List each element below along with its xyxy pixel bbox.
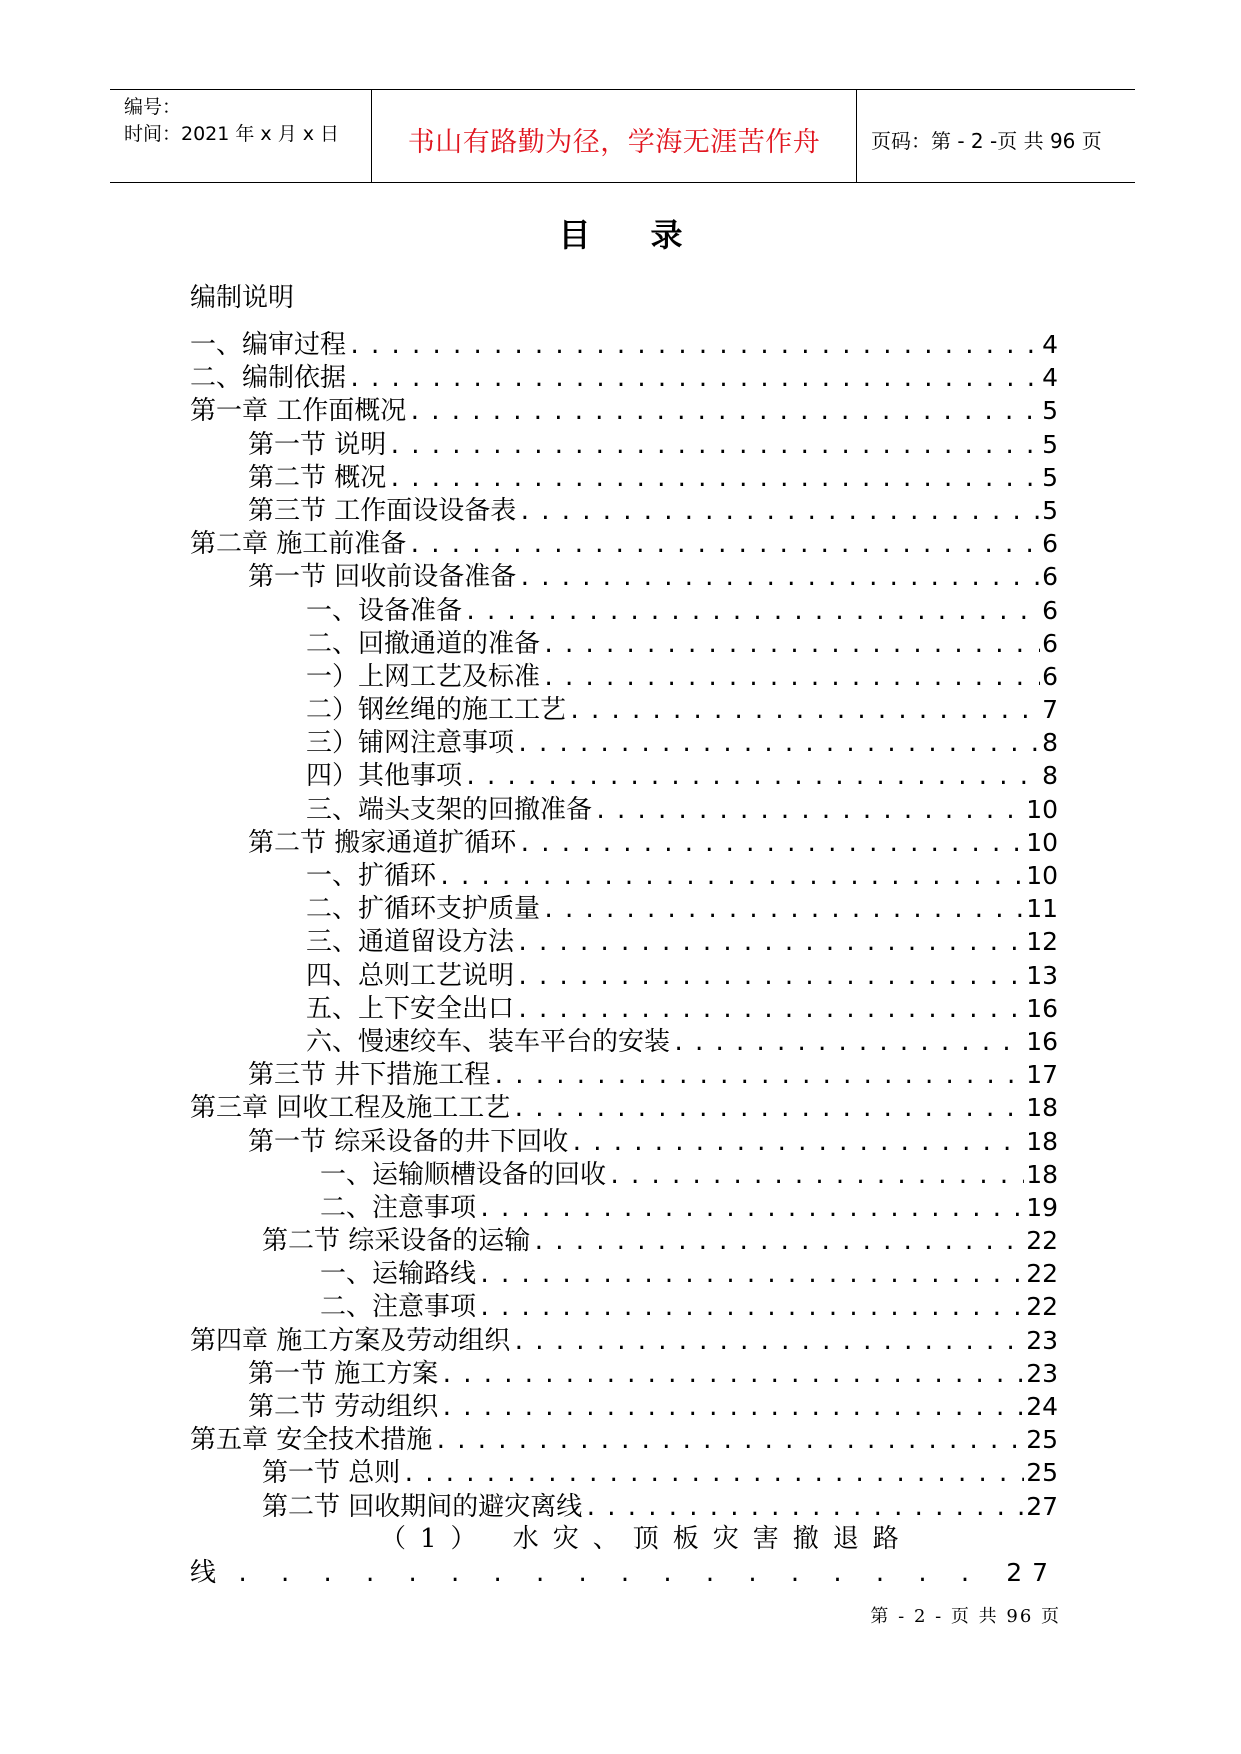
motto: 书山有路勤为径，学海无涯苦作舟: [407, 127, 821, 158]
toc-entry-label: 线: [190, 1557, 217, 1588]
toc-entry-label: 第一节 回收前设备准备: [248, 562, 517, 593]
toc-entry[interactable]: [190, 1257, 1058, 1290]
toc-entry-page: 27: [1026, 1491, 1058, 1521]
toc-entry-page: 4: [1042, 363, 1058, 393]
toc-leader-dots: [518, 562, 1040, 595]
toc-entry[interactable]: [190, 992, 1058, 1025]
toc-leader-dots: [216, 1558, 1006, 1591]
toc-entry-wrapped-line1[interactable]: （1） 水灾、顶板灾害撤退路: [380, 1523, 913, 1554]
toc-entry[interactable]: [190, 527, 1058, 560]
toc-entry-page: 5: [1042, 396, 1058, 426]
toc-entry[interactable]: [190, 494, 1058, 527]
toc-entry-label: 第二节 劳动组织: [248, 1392, 439, 1422]
toc-entry-page: 8: [1042, 761, 1058, 791]
toc-entry-label: 四、总则工艺说明: [306, 960, 515, 991]
toc-entry[interactable]: [190, 560, 1058, 593]
toc-entry-page: 22: [1026, 1259, 1058, 1289]
toc-leader-dots: [542, 662, 1040, 695]
toc-entry-label: 第五章 安全技术措施: [190, 1425, 433, 1456]
toc-entry-label: 一、扩循环: [306, 861, 437, 891]
toc-entry[interactable]: [190, 826, 1058, 859]
toc-entry[interactable]: [190, 793, 1058, 826]
toc-entry[interactable]: [190, 1456, 1058, 1489]
toc-leader-dots: [584, 1492, 1024, 1525]
toc-entry-page: 23: [1026, 1325, 1058, 1355]
toc-entry[interactable]: [190, 1025, 1058, 1058]
toc-leader-dots: [438, 861, 1024, 894]
toc-entry-page: 22: [1026, 1292, 1058, 1322]
toc-entry[interactable]: [190, 1290, 1058, 1323]
toc-entry-label: 第二节 概况: [248, 462, 387, 493]
toc-entry-label: 第一节 总则: [262, 1458, 401, 1489]
toc-entry-label: 第一章 工作面概况: [190, 396, 407, 427]
toc-entry-page: 16: [1026, 993, 1058, 1023]
toc-entry[interactable]: [190, 461, 1058, 494]
toc-leader-dots: [608, 1160, 1024, 1193]
toc-leader-dots: [542, 894, 1024, 927]
toc-entry-label: 第三节 井下措施工程: [248, 1060, 491, 1091]
toc-entry[interactable]: [190, 428, 1058, 461]
toc-entry[interactable]: [190, 693, 1058, 726]
toc-leader-dots: [408, 396, 1040, 429]
toc-entry-label: 第四章 施工方案及劳动组织: [190, 1325, 511, 1356]
toc-entry[interactable]: [190, 1058, 1058, 1091]
toc-leader-dots: [478, 1259, 1024, 1292]
toc-entry-page: 18: [1026, 1126, 1058, 1156]
toc-entry-label: 第一节 施工方案: [248, 1358, 439, 1389]
toc-entry-page: 22: [1026, 1226, 1058, 1256]
toc-entry-page: 25: [1026, 1458, 1058, 1488]
toc-entry-label: 一）上网工艺及标准: [306, 661, 541, 692]
toc-entry-page: 13: [1026, 960, 1058, 990]
header-page-cell: [857, 90, 1135, 182]
toc-entry-page: 6: [1042, 562, 1058, 592]
toc-entry-page: 18: [1026, 1159, 1058, 1189]
toc-entry[interactable]: [190, 892, 1058, 925]
toc-leader-dots: [464, 596, 1040, 629]
toc-entry[interactable]: [190, 1125, 1058, 1158]
toc-leader-dots: [440, 1359, 1024, 1392]
header-motto-cell: [371, 90, 857, 182]
toc-entry[interactable]: [190, 328, 1058, 361]
toc-leader-dots: [570, 1127, 1024, 1160]
toc-entry-label: 第三章 回收工程及施工工艺: [190, 1093, 511, 1124]
toc-leader-dots: [402, 1458, 1024, 1491]
toc-entry-page: 4: [1042, 330, 1058, 359]
toc-entry-page: 27: [1006, 1557, 1058, 1587]
toc-leader-dots: [492, 1060, 1024, 1093]
toc-entry-label: 一、设备准备: [306, 595, 463, 626]
toc-entry[interactable]: [190, 1357, 1058, 1390]
toc-leader-dots: [516, 728, 1040, 761]
toc-leader-dots: [512, 1093, 1024, 1126]
toc-entry-page: 23: [1026, 1358, 1058, 1388]
toc-entry-label: 第一节 说明: [248, 429, 387, 460]
toc-entry[interactable]: [190, 959, 1058, 992]
toc-leader-dots: [516, 927, 1024, 960]
header-info-cell: [110, 90, 370, 182]
toc-entry-label: 三、通道留设方法: [306, 927, 515, 958]
toc-entry[interactable]: [190, 1158, 1058, 1191]
toc-leader-dots: [440, 1392, 1024, 1425]
toc-entry-label: 第二节 回收期间的避灾离线: [262, 1491, 583, 1522]
toc-leader-dots: [388, 430, 1040, 463]
toc-entry-page: 7: [1042, 695, 1058, 725]
toc-leader-dots: [518, 496, 1040, 529]
document-time: 时间：2021 年 x 月 x 日: [124, 123, 340, 145]
page-footer: 第 - 2 - 页 共 96 页: [870, 1606, 1061, 1627]
toc-entry-page: 5: [1042, 462, 1058, 492]
toc-entry-label: 二、注意事项: [320, 1192, 477, 1223]
toc-entry[interactable]: [190, 1091, 1058, 1124]
toc-leader-dots: [568, 695, 1040, 728]
toc-leader-dots: [512, 1326, 1024, 1359]
toc-entry-label: 第二节 搬家通道扩循环: [248, 827, 517, 858]
toc-entry[interactable]: [190, 1191, 1058, 1224]
toc-entry-label: 一、运输顺槽设备的回收: [320, 1159, 607, 1190]
toc-leader-dots: [518, 828, 1024, 861]
toc-leader-dots: [516, 961, 1024, 994]
toc-leader-dots: [542, 629, 1040, 662]
toc-entry-page: 5: [1042, 495, 1058, 525]
toc-entry-page: 16: [1026, 1026, 1058, 1056]
toc-leader-dots: [408, 529, 1040, 562]
toc-leader-dots: [434, 1425, 1024, 1458]
toc-entry[interactable]: [190, 1324, 1058, 1357]
table-of-contents: [190, 328, 1058, 1589]
page-title: 目录: [558, 216, 743, 254]
toc-entry[interactable]: [190, 1224, 1058, 1257]
toc-entry-label: 三）铺网注意事项: [306, 728, 515, 759]
toc-entry-page: 12: [1026, 927, 1058, 957]
toc-entry-label: 四）其他事项: [306, 761, 463, 792]
header-page-number: 页码：第 - 2 -页 共 96 页: [871, 129, 1102, 153]
toc-entry[interactable]: [190, 726, 1058, 759]
toc-entry-page: 5: [1042, 429, 1058, 459]
toc-entry-label: 第一节 综采设备的井下回收: [248, 1126, 569, 1157]
document-number: 编号：: [124, 96, 182, 118]
toc-entry-label: 五、上下安全出口: [306, 993, 515, 1024]
toc-entry-page: 11: [1026, 894, 1058, 924]
toc-entry-label: 二、回撤通道的准备: [306, 628, 541, 659]
toc-leader-dots: [594, 795, 1024, 828]
toc-entry[interactable]: [190, 1423, 1058, 1456]
toc-entry-label: 第二章 施工前准备: [190, 529, 407, 560]
toc-entry-label: 第三节 工作面设设备表: [248, 495, 517, 526]
toc-leader-dots: [388, 463, 1040, 496]
toc-entry-page: 6: [1042, 529, 1058, 559]
page-header: [110, 89, 1135, 183]
toc-entry-label: 三、端头支架的回撤准备: [306, 794, 593, 825]
toc-leader-dots: [348, 330, 1040, 363]
toc-entry[interactable]: [190, 394, 1058, 427]
toc-entry-label: 二、编制依据: [190, 363, 347, 394]
toc-entry-label: 一、运输路线: [320, 1259, 477, 1290]
toc-leader-dots: [532, 1226, 1024, 1259]
toc-entry-page: 24: [1026, 1392, 1058, 1421]
toc-leader-dots: [348, 363, 1040, 396]
toc-entry[interactable]: [190, 1390, 1058, 1423]
toc-entry-label: 二、扩循环支护质量: [306, 894, 541, 925]
toc-entry-label: 一、编审过程: [190, 330, 347, 360]
toc-entry-page: 19: [1026, 1192, 1058, 1222]
toc-entry-page: 6: [1042, 628, 1058, 658]
preface-heading: 编制说明: [190, 283, 295, 313]
toc-entry[interactable]: [190, 925, 1058, 958]
toc-leader-dots: [516, 994, 1024, 1027]
toc-entry-page: 6: [1042, 661, 1058, 691]
toc-entry-page: 18: [1026, 1093, 1058, 1123]
toc-leader-dots: [478, 1193, 1024, 1226]
toc-entry[interactable]: [190, 594, 1058, 627]
toc-entry-page: 6: [1042, 595, 1058, 625]
toc-entry-wrapped-line2[interactable]: [190, 1556, 1058, 1589]
toc-entry-label: 第二节 综采设备的运输: [262, 1226, 531, 1257]
toc-entry-label: 六、慢速绞车、装车平台的安装: [306, 1026, 671, 1057]
toc-entry-label: 二、注意事项: [320, 1292, 477, 1323]
toc-entry-page: 10: [1026, 794, 1058, 824]
toc-leader-dots: [464, 761, 1040, 794]
toc-entry-page: 10: [1026, 827, 1058, 857]
toc-entry-label: 二）钢丝绳的施工工艺: [306, 695, 567, 726]
toc-entry-page: 8: [1042, 728, 1058, 758]
toc-entry-page: 10: [1026, 861, 1058, 890]
toc-entry[interactable]: [190, 361, 1058, 394]
toc-leader-dots: [478, 1292, 1024, 1325]
toc-entry[interactable]: [190, 660, 1058, 693]
toc-entry[interactable]: [190, 859, 1058, 892]
toc-entry[interactable]: [190, 759, 1058, 792]
toc-leader-dots: [672, 1027, 1024, 1060]
toc-entry[interactable]: [190, 627, 1058, 660]
toc-entry-page: 17: [1026, 1060, 1058, 1090]
toc-entry-page: 25: [1026, 1425, 1058, 1455]
toc-entry[interactable]: [190, 1490, 1058, 1523]
